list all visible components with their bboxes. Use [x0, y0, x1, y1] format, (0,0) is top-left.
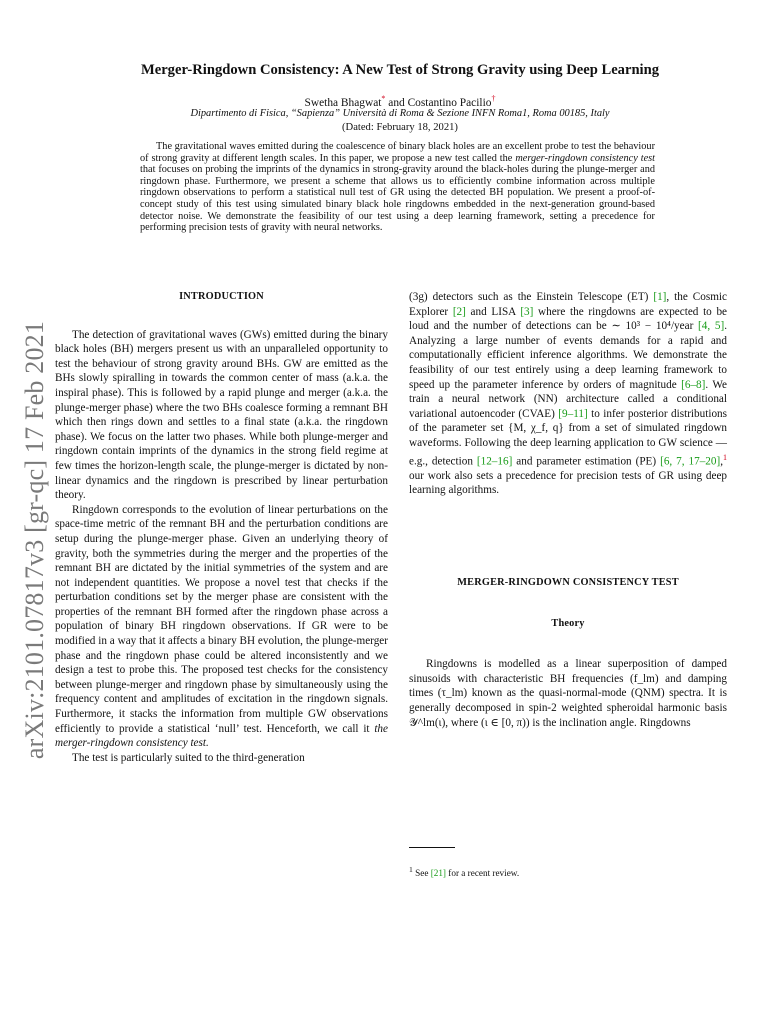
footnote-number: 1 — [409, 865, 413, 874]
affiliation: Dipartimento di Fisica, “Sapienza” Università di Roma & Sezione INFN Roma1, Roma 00185, Italy — [190, 108, 610, 119]
author-mark-2[interactable]: † — [491, 94, 496, 103]
citation-link[interactable]: [9–11] — [558, 407, 588, 420]
intro-paragraph-2-emphasis: the merger-ringdown consistency test. — [55, 722, 388, 750]
authors-and: and — [385, 96, 408, 109]
intro-paragraph-2 — [55, 503, 388, 751]
theory-paragraph-1: Ringdowns is modelled as a linear superposition of damped sinusoids with characteristic BH frequencies (f_lm) and damping times (τ_lm) known as the quasi-normal-mode (QNM) spectra. It is generally decomposed in spin-2 weighted spheroidal harmonic basis 𝒴^lm(ι), where (ι ∈ [0, π)) is the inclination angle. Ringdowns — [409, 658, 727, 729]
subsection-heading-theory: Theory — [551, 617, 585, 629]
citation-link[interactable]: [1] — [653, 291, 667, 303]
citation-link[interactable]: [2] — [452, 305, 466, 318]
abstract-text-1: The gravitational waves emitted during the coalescence of binary black holes are an excellent probe to test the behaviour of strong gravity at different length scales. In this paper, we propose a new test called the — [140, 141, 655, 164]
intro-paragraph-3: The test is particularly suited to the third-generation — [72, 751, 305, 764]
intro-cont-comma: , — [720, 455, 724, 468]
section-heading-introduction: INTRODUCTION — [179, 291, 264, 302]
arxiv-stamp — [10, 320, 60, 760]
intro-paragraph-1: The detection of gravitational waves (GWs) emitted during the binary black holes (BH) mergers present us with an unparalleled opportunity to test the behaviour of strong gravity around BHs. GW are emitted as the BHs slowly spiralling in towards the common center of mass (a.k.a. the inspiral phase). This is followed by a rapid plunge and merger (a.k.a. the plunge-merger phase) where the two BHs coalesce forming a remnant BH which then rings down and settles to a final state (a.k.a. the ringdown phase). We focus on the latter two phases. While both plunge-merger and ringdown contain imprints of the dynamics in the strong field regime at few times the horizon-length scale, the plunge-merger is dictated by non-linear dynamics and the ringdown is prescribed by linear perturbation theory. — [55, 328, 388, 502]
arxiv-stamp-text: arXiv:2101.07817v3 [gr-qc] 17 Feb 2021 — [20, 320, 49, 760]
intro-continuation — [409, 290, 727, 498]
intro-cont-text-8: and parameter estimation (PE) — [512, 455, 661, 468]
abstract-emphasis: merger-ringdown consistency test — [515, 152, 656, 164]
citation-link[interactable]: [12–16] — [476, 455, 513, 468]
citation-link[interactable]: [21] — [430, 868, 446, 879]
left-column — [55, 290, 388, 765]
citation-link[interactable]: [6, 7, 17–20] — [660, 455, 721, 468]
paper-title: Merger-Ringdown Consistency: A New Test of Strong Gravity using Deep Learning — [140, 62, 660, 78]
intro-paragraph-2-text: Ringdown corresponds to the evolution of linear perturbations on the space-time metric of the remnant BH and the perturbation conditions are setup during the plunge-merger phase. Given an underlying theory of gravity, both the symmetries during the merger and the properties of the remnant BH are dictated by the initial symmetries of the system and are not independent quantities. We propose a novel test that checks if the perturbation conditions set by the merger phase are consistent with the properties of the remnant BH formed after the ringdown phase across a population of binary BH ringdown observations. If GR were to be modified in a way that it affects a binary BH evolution, the plunge-merger phase and the ringdown phase could be altered inconsistently and we design a test to probe this. The proposed test checks for the consistency between plunge-merger and ringdown phase by simultaneously using the frequency content and amplitudes of excitation in the ringdown signals. Furthermore, it stacks the information from multiple GW observations efficiently to provide a statistical ‘null’ test. Henceforth, we call it — [55, 503, 388, 735]
abstract-text-2: that focuses on probing the imprints of the dynamics in strong-gravity around the black-holes during the plunge-merger and ringdown phase. Furthermore, we present a scheme that allows us to efficiently combine information across multiple ringdown observations to perform a statistical null test of GR using the detected BH population. We present a proof-of-concept study of this test using simulated binary black hole ringdowns embedded in the next-generation ground-based detector noise. We demonstrate the feasibility of our test using a deep learning framework, setting a precedence for performing precision tests of gravity with neural networks. — [140, 164, 655, 234]
citation-link[interactable]: [6–8] — [681, 378, 706, 391]
intro-cont-text-1: (3g) detectors such as the Einstein Telescope (ET) — [409, 291, 654, 303]
intro-cont-text-3: and LISA — [465, 305, 521, 318]
section-heading-mrct: MERGER-RINGDOWN CONSISTENCY TEST — [457, 577, 679, 589]
author-pacilio: Costantino Pacilio — [407, 96, 492, 109]
footnote-text-pre: See — [412, 868, 431, 879]
intro-cont-text-5: . Analyzing a large number of events demands for a rapid and computationally efficient inference algorithms. We demonstrate the feasibility of our test entirely using a deep learning framework to speed up the parameter inference by orders of magnitude — [409, 320, 727, 391]
footnote-rule — [409, 847, 455, 848]
intro-cont-text-9: our work also sets a precedence for precision tests of GR using deep learning algorithms. — [409, 469, 727, 497]
citation-link[interactable]: [3] — [520, 305, 534, 318]
authors — [60, 94, 740, 109]
date-line: (Dated: February 18, 2021) — [342, 122, 458, 133]
intro-cont-text-6: . We train a neural network (NN) architecture called a conditional variational autoencoder (CVAE) — [409, 378, 728, 420]
intro-cont-text-4: where the ringdowns are expected to be loud and the number of detections can be ∼ 10³ − 10⁴/year — [409, 305, 728, 333]
footnote-mark[interactable]: 1 — [723, 452, 728, 462]
abstract — [140, 141, 655, 234]
right-column — [409, 290, 727, 730]
footnote-text-post: for a recent review. — [446, 868, 520, 879]
author-mark-1[interactable]: * — [381, 94, 386, 103]
intro-cont-text-7: to infer posterior distributions of the parameter set {M, χ_f, q} from a set of simulated ringdown waveforms. Following the deep learning application to GW science — e.g., detection — [409, 407, 727, 468]
citation-link[interactable]: [4, 5] — [698, 320, 725, 333]
intro-cont-text-2: , the Cosmic Explorer — [409, 291, 727, 318]
author-bhagwat: Swetha Bhagwat — [304, 96, 382, 109]
footnote — [409, 865, 727, 878]
